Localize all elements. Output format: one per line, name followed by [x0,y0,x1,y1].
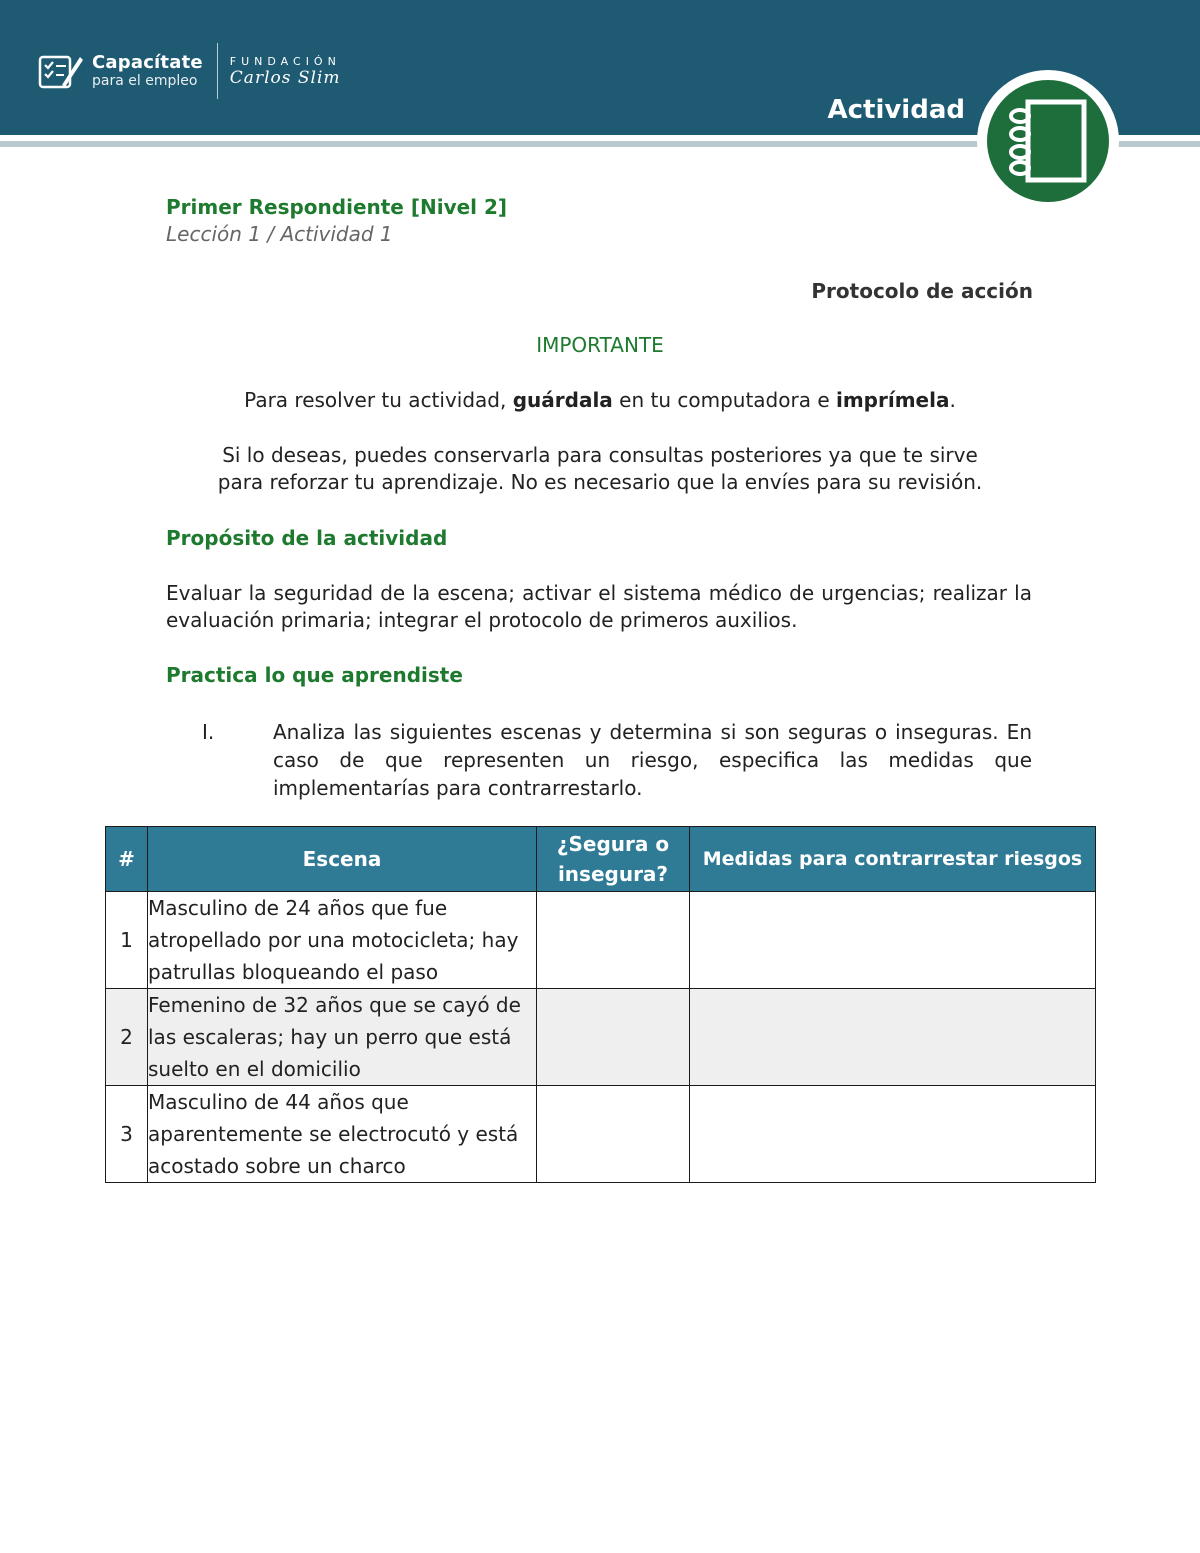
practice-item-text: Analiza las siguientes escenas y determina si son seguras o inseguras. En caso de que representen un riesgo, especifica las medidas que implementarías para contrarrestarlo. [273,720,1032,800]
table-row [106,1086,1096,1183]
brand-logos [38,44,341,98]
logo-divider [217,43,218,99]
table-row [106,892,1096,989]
save-instructions [150,387,1050,414]
row-measures-cell[interactable] [690,989,1096,1086]
row-number: 2 [106,989,148,1086]
notebook-icon [1006,98,1090,184]
keep-instructions [150,442,1050,496]
row-scene: Masculino de 44 años que aparentemente se electrocutó y está acostado sobre un charco [148,1086,537,1183]
row-scene: Femenino de 32 años que se cayó de las escaleras; hay un perro que está suelto en el domicilio [148,989,537,1086]
activity-label: Actividad [827,95,965,125]
checklist-logo-icon [38,51,84,91]
table-header-row [106,827,1096,892]
practice-item-number: I. [202,720,215,744]
purpose-text: Evaluar la seguridad de la escena; activar el sistema médico de urgencias; realizar la evaluación primaria; integrar el protocolo de primeros auxilios. [166,581,1032,632]
row-number: 1 [106,892,148,989]
header-number: # [106,827,148,892]
save-text-bold-1: guárdala [512,388,613,412]
practice-heading: Practica lo que aprendiste [166,663,463,687]
table-row [106,989,1096,1086]
row-scene: Masculino de 24 años que fue atropellado por una motocicleta; hay patrullas bloqueando el paso [148,892,537,989]
purpose-heading: Propósito de la actividad [166,526,448,550]
row-safe-cell[interactable] [537,1086,690,1183]
scenes-table [105,826,1096,1183]
course-title: Primer Respondiente [Nivel 2] [166,195,508,219]
keep-line-2: para reforzar tu aprendizaje. No es necesario que la envíes para su revisión. [217,470,983,494]
document-title: Protocolo de acción [811,279,1033,303]
row-safe-cell[interactable] [537,892,690,989]
header-safe: ¿Segura o insegura? [537,827,690,892]
row-number: 3 [106,1086,148,1183]
course-subtitle: Lección 1 / Actividad 1 [166,222,393,246]
foundation-name-text: Carlos Slim [229,67,341,88]
row-measures-cell[interactable] [690,1086,1096,1183]
header-scene: Escena [148,827,537,892]
important-label: IMPORTANTE [536,333,664,357]
logo-main-text: Capacítate [92,52,203,73]
save-text-mid: en tu computadora e [612,388,836,412]
foundation-top-text: FUNDACIÓN [229,54,341,68]
row-measures-cell[interactable] [690,892,1096,989]
header-measures: Medidas para contrarrestar riesgos [690,827,1096,892]
save-text-bold-2: imprímela [835,388,950,412]
save-text-post: . [949,388,956,412]
keep-line-1: Si lo deseas, puedes conservarla para consultas posteriores ya que te sirve [222,443,978,467]
row-safe-cell[interactable] [537,989,690,1086]
logo-sub-text: para el empleo [92,73,198,89]
save-text-pre: Para resolver tu actividad, [244,388,513,412]
